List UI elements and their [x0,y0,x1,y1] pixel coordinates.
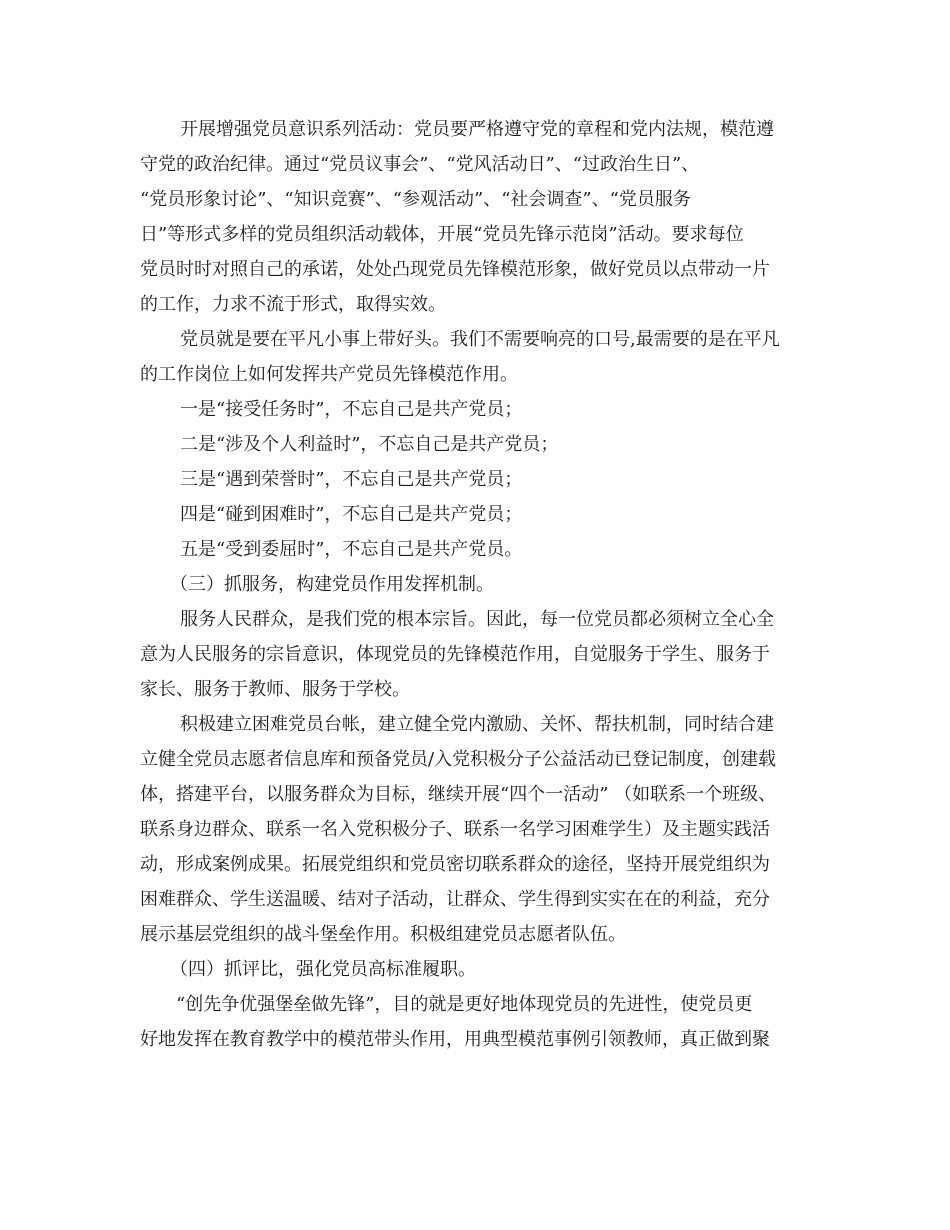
list-item: 一是“接受任务时”，不忘自己是共产党员； [180,399,523,420]
list-item: 五是“受到委屈时”，不忘自己是共产党员。 [180,539,523,560]
text-line: 家长、服务于教师、服务于学校。 [140,679,410,700]
text-line: “党员形象讨论”、“知识竞赛”、“参观活动”、“社会调查”、“党员服务 [140,189,691,210]
section-heading: （四）抓评比，强化党员高标准履职。 [170,959,476,980]
list-item: 三是“遇到荣誉时”，不忘自己是共产党员； [180,469,523,490]
text-line: “创先争优强堡垒做先锋”，目的就是更好地体现党员的先进性，使党员更 [176,994,753,1015]
text-line: 守党的政治纪律。通过“党员议事会”、“党风活动日”、“过政治生日”、 [140,154,700,175]
text-line: 党员就是要在平凡小事上带好头。我们不需要响亮的口号,最需要的是在平凡 [180,329,780,350]
text-line: 动，形成案例成果。拓展党组织和党员密切联系群众的途径，坚持开展党组织为 [140,854,770,875]
text-line: 党员时时对照自己的承诺，处处凸现党员先锋模范形象，做好党员以点带动一片 [140,259,770,280]
text-line: 意为人民服务的宗旨意识，体现党员的先锋模范作用，自觉服务于学生、服务于 [140,644,770,665]
text-line: 立健全党员志愿者信息库和预备党员/入党积极分子公益活动已登记制度，创建载 [140,749,777,770]
text-line: 好地发挥在教育教学中的模范带头作用，用典型模范事例引领教师，真正做到聚 [140,1029,770,1050]
text-line: 服务人民群众，是我们党的根本宗旨。因此，每一位党员都必须树立全心全 [180,609,774,630]
section-heading: （三）抓服务，构建党员作用发挥机制。 [170,574,494,595]
text-line: 的工作岗位上如何发挥共产党员先锋模范作用。 [140,364,518,385]
text-line: 展示基层党组织的战斗堡垒作用。积极组建党员志愿者队伍。 [140,924,626,945]
text-line: 日”等形式多样的党员组织活动载体，开展“党员先锋示范岗”活动。要求每位 [140,224,744,245]
text-line: 积极建立困难党员台帐，建立健全党内激励、关怀、帮扶机制，同时结合建 [180,714,774,735]
list-item: 二是“涉及个人利益时”，不忘自己是共产党员； [180,434,559,455]
list-item: 四是“碰到困难时”，不忘自己是共产党员； [180,504,523,525]
text-line: 联系身边群众、联系一名入党积极分子、联系一名学习困难学生）及主题实践活 [140,819,770,840]
text-line: 的工作，力求不流于形式，取得实效。 [140,294,446,315]
text-line: 开展增强党员意识系列活动：党员要严格遵守党的章程和党内法规，模范遵 [180,119,774,140]
text-line: 困难群众、学生送温暖、结对子活动，让群众、学生得到实实在在的利益，充分 [140,889,770,910]
text-line: 体，搭建平台，以服务群众为目标，继续开展“四个一活动” （如联系一个班级、 [140,784,777,805]
